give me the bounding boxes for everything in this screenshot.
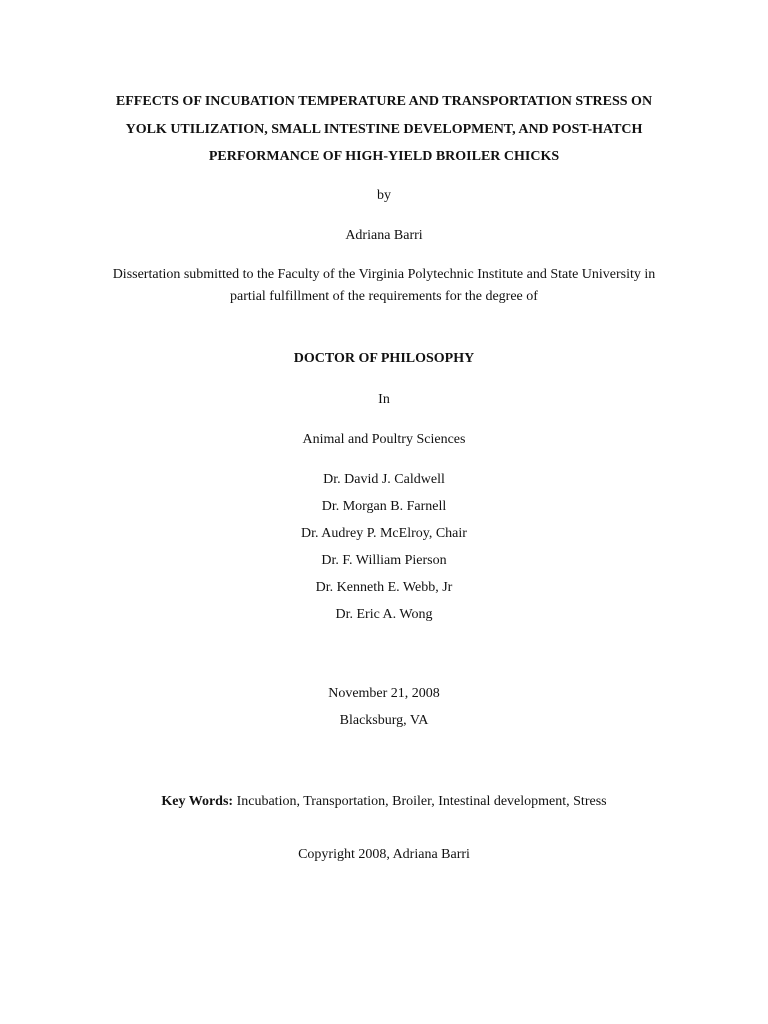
committee-member: Dr. Morgan B. Farnell [321,499,447,514]
title-line-1: EFFECTS OF INCUBATION TEMPERATURE AND TRANSPORTATION STRESS ON [115,94,653,109]
submission-line-1: Dissertation submitted to the Faculty of the Virginia Polytechnic Institute and State University in [112,267,656,282]
keywords [0,793,768,811]
keywords-label: Key Words: [161,794,234,809]
committee-member: Dr. Eric A. Wong [335,607,433,622]
field-of-study: Animal and Poultry Sciences [302,432,466,447]
degree-title: DOCTOR OF PHILOSOPHY [293,351,475,366]
committee-member: Dr. Audrey P. McElroy, Chair [301,526,467,541]
keywords-value: Incubation, Transportation, Broiler, Intestinal development, Stress [233,794,607,809]
submission-date: November 21, 2008 [328,686,440,701]
location: Blacksburg, VA [339,713,429,728]
committee-member: Dr. F. William Pierson [321,553,447,568]
title-line-3: PERFORMANCE OF HIGH-YIELD BROILER CHICKS [208,149,560,164]
in-label: In [378,392,390,407]
copyright-notice: Copyright 2008, Adriana Barri [298,847,470,862]
by-label: by [377,188,391,203]
committee-member: Dr. David J. Caldwell [323,472,445,487]
title-line-2: YOLK UTILIZATION, SMALL INTESTINE DEVELOPMENT, AND POST-HATCH [125,122,643,137]
submission-line-2: partial fulfillment of the requirements for the degree of [230,289,538,304]
author-name: Adriana Barri [345,228,423,243]
committee-member: Dr. Kenneth E. Webb, Jr [315,580,453,595]
